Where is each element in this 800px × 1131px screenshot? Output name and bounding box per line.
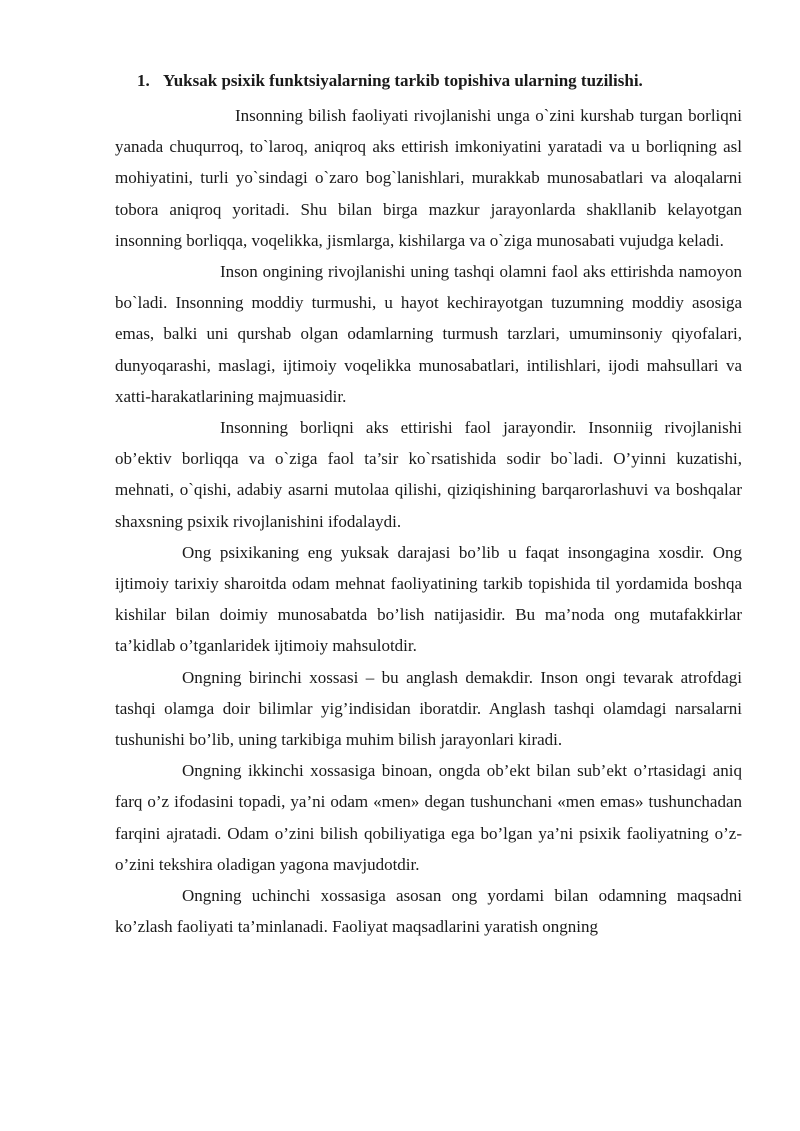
paragraph: Ong psixikaning eng yuksak darajasi bo’lib u faqat insongagina xosdir. Ong ijtimoiy tarixiy sharoitda odam mehnat faoliyatining tarkib topishida til yordamida boshqa kishilar bilan doimiy munosabatda bo’lish natijasidir. Bu ma’noda ong mutafakkirlar ta’kidlab o’tganlaridek ijtimoiy mahsulotdir. xyxy=(115,542,742,656)
section-heading xyxy=(115,70,742,92)
paragraph: Insonning borliqni aks ettirishi faol jarayondir. Insonniig rivojlanishi ob’ektiv borliqqa va o`ziga faol ta’sir ko`rsatishida sodir bo`ladi. O’yinni kuzatishi, mehnati, o`qishi, adabiy asarni mutolaa qilishi, qiziqishining barqarorlashuvi va boshqalar shaxsning psixik rivojlanishini ifodalaydi. xyxy=(115,418,742,531)
section-number: 1. xyxy=(137,71,150,90)
paragraph: Ongning birinchi xossasi – bu anglash demakdir. Inson ongi tevarak atrofdagi tashqi olamga doir bilimlar yig’indisidan iboratdir. Anglash tashqi olamdagi narsalarni tushunishi bo’lib, uning tarkibiga muhim bilish jarayonlari kiradi. xyxy=(115,667,742,750)
paragraph: Ongning ikkinchi xossasiga binoan, ongda ob’ekt bilan sub’ekt o’rtasidagi aniq farq o’z ifodasini topadi, ya’ni odam «men» degan tushunchani «men emas» tushunchadan farqini ajratadi. Odam o’zini bilish qobiliyatiga ega bo’lgan ya’ni psixik faoliyatning o’z-o’zini tekshira oladigan yagona mavjudotdir. xyxy=(115,761,742,874)
section-title: Yuksak psixik funktsiyalarning tarkib topishiva ularning tuzilishi. xyxy=(163,71,643,90)
paragraph: Ongning uchinchi xossasiga asosan ong yordami bilan odamning maqsadni ko’zlash faoliyati ta’minlanadi. Faoliyat maqsadlarini yaratish ongning xyxy=(115,886,742,937)
paragraph: Inson ongining rivojlanishi uning tashqi olamni faol aks ettirishda namoyon bo`ladi. Insonning moddiy turmushi, u hayot kechirayotgan tuzumning moddiy asosiga emas, balki uni qurshab olgan odamlarning turmush tarzlari, umuminsoniy qiyofalari, dunyoqarashi, maslagi, ijtimoiy voqelikka munosabatlari, intilishlari, ijodi mahsullari va xatti-harakatlarining majmuasidir. xyxy=(115,262,742,406)
document-page xyxy=(115,70,742,942)
paragraph: Insonning bilish faoliyati rivojlanishi unga o`zini kurshab turgan borliqni yanada chuqurroq, to`laroq, aniqroq aks ettirish imkoniyatini yaratadi va u borliqning asl mohiyatini, turli yo`sindagi o`zaro bog`lanishlari, murakkab munosabatlari va aloqalarni tobora aniqroq yoritadi. Shu bilan birga mazkur jarayonlarda shakllanib kelayotgan insonning borliqqa, voqelikka, jismlarga, kishilarga va o`ziga munosabati vujudga keladi. xyxy=(115,106,742,250)
